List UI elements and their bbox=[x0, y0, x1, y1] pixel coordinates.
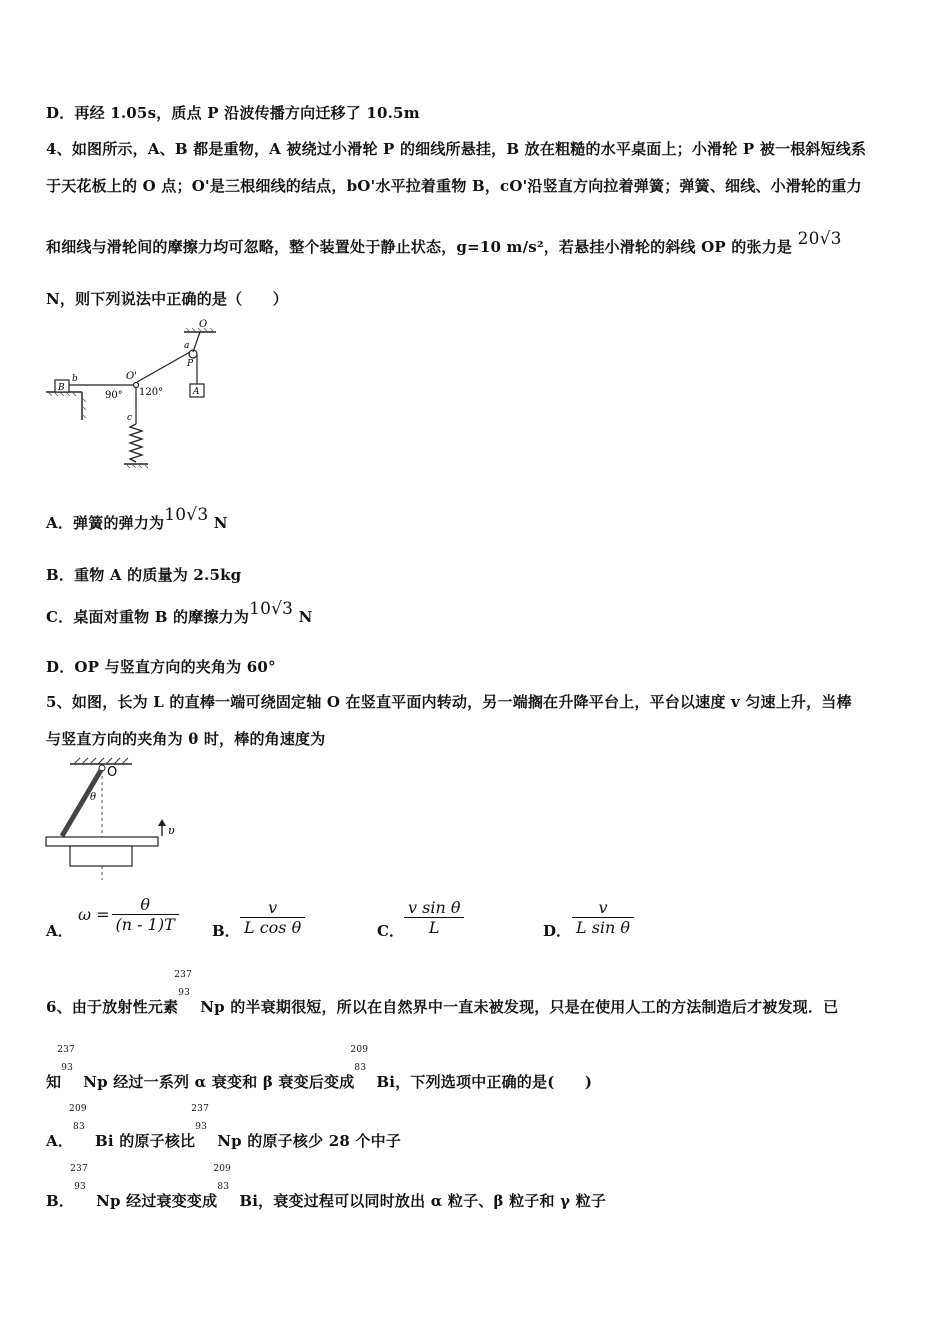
q6-line2-post: Bi，下列选项中正确的是( ) bbox=[376, 1073, 593, 1091]
q5-option-a bbox=[78, 895, 179, 934]
q6-opt-b-post: Bi，衰变过程可以同时放出 α 粒子、β 粒子和 γ 粒子 bbox=[239, 1192, 607, 1210]
q4-stem-line3-text: 和细线与滑轮间的摩擦力均可忽略，整个装置处于静止状态，g=10 m/s²，若悬挂小滑轮的斜线 OP 的张力是 bbox=[46, 238, 793, 256]
q6-opt-a-bi-z: 83 bbox=[73, 1122, 85, 1132]
q5-label-v: υ bbox=[168, 824, 175, 837]
q4-option-a-text: A．弹簧的弹力为 bbox=[46, 514, 165, 532]
q6-np-isotope-2 bbox=[57, 1045, 83, 1087]
q5-rod bbox=[62, 770, 101, 836]
q5-option-b-den: L cos θ bbox=[240, 917, 305, 937]
q4-stem-line2: 于天花板上的 O 点；O'是三根细线的结点，bO'水平拉着重物 B，cO'沿竖直方向拉着弹簧；弹簧、细线、小滑轮的重力 bbox=[46, 177, 862, 195]
q6-np-z: 93 bbox=[178, 988, 191, 998]
q5-option-c-frac bbox=[404, 898, 464, 937]
q5-option-c bbox=[404, 898, 464, 937]
q5-figure bbox=[44, 756, 184, 884]
q5-option-a-label: A． bbox=[46, 922, 73, 940]
q6-opt-a-bi bbox=[69, 1104, 95, 1146]
q3-option-d: D．再经 1.05s，质点 P 沿波传播方向迁移了 10.5m bbox=[46, 104, 420, 122]
q6-opt-a-bi-mass: 209 bbox=[69, 1104, 87, 1114]
q6-stem-line2 bbox=[46, 1045, 593, 1092]
q5-arrow-head bbox=[158, 819, 166, 826]
q4-stem-line1: 4、如图所示，A、B 都是重物，A 被绕过小滑轮 P 的细线所悬挂，B 放在粗糙的水平桌面上；小滑轮 P 被一根斜短线系 bbox=[46, 140, 867, 158]
q4-option-a-value: 10√3 bbox=[164, 505, 209, 525]
q4-option-a-unit: N bbox=[213, 514, 228, 532]
q5-stem-line1: 5、如图，长为 L 的直棒一端可绕固定轴 O 在竖直平面内转动，另一端搁在升降平台上，平台以速度 v 匀速上升，当棒 bbox=[46, 693, 852, 711]
q6-opt-a-pre: A． bbox=[46, 1132, 74, 1150]
q5-option-b bbox=[240, 898, 305, 937]
q5-label-theta: θ bbox=[90, 792, 97, 803]
q5-option-a-num: θ bbox=[140, 895, 150, 914]
q6-opt-a-np bbox=[191, 1104, 217, 1146]
q5-option-d bbox=[572, 898, 634, 937]
q6-opt-b-mid: Np 经过衰变变成 bbox=[96, 1192, 218, 1210]
q5-option-d-num: v bbox=[598, 898, 608, 917]
q6-np-mass-2: 237 bbox=[57, 1045, 75, 1055]
q4-stem-line4: N，则下列说法中正确的是（ ） bbox=[46, 290, 288, 308]
q6-line1-post: Np 的半衰期很短，所以在自然界中一直未被发现，只是在使用人工的方法制造后才被发现．已 bbox=[200, 998, 839, 1016]
q5-option-a-frac bbox=[112, 895, 179, 934]
label-o-prime: O' bbox=[126, 371, 137, 382]
line-o-prime-p bbox=[137, 352, 190, 382]
q5-stem-line2: 与竖直方向的夹角为 θ 时，棒的角速度为 bbox=[46, 730, 326, 748]
label-c: c bbox=[127, 413, 133, 423]
q5-ceiling-hatch bbox=[74, 758, 128, 764]
table-hatch bbox=[48, 392, 86, 418]
q6-opt-a-post: Np 的原子核少 28 个中子 bbox=[217, 1132, 401, 1150]
q4-figure bbox=[44, 316, 234, 476]
q5-option-c-den: L bbox=[404, 917, 464, 937]
q6-bi-isotope bbox=[350, 1045, 376, 1087]
q4-option-c bbox=[46, 599, 313, 627]
knot-o-prime bbox=[134, 383, 139, 388]
q6-opt-b-np bbox=[70, 1164, 96, 1206]
q4-option-c-unit: N bbox=[298, 608, 313, 626]
q5-platform bbox=[46, 837, 158, 846]
q6-np-mass: 237 bbox=[174, 970, 193, 980]
q6-option-b bbox=[46, 1164, 607, 1211]
q6-np-isotope bbox=[174, 970, 200, 1012]
q5-option-a-den: (n - 1)T bbox=[112, 914, 179, 934]
q4-stem-line3 bbox=[46, 229, 842, 257]
q5-option-b-label: B． bbox=[212, 922, 240, 940]
q4-option-b: B．重物 A 的质量为 2.5kg bbox=[46, 566, 242, 584]
q5-label-o: O bbox=[107, 765, 118, 780]
q6-opt-a-np-mass: 237 bbox=[191, 1104, 210, 1114]
label-weight-b: B bbox=[58, 383, 65, 393]
q6-opt-b-np-z: 93 bbox=[74, 1182, 86, 1192]
q6-opt-b-bi-mass: 209 bbox=[213, 1164, 232, 1174]
q6-line2-mid: Np 经过一系列 α 衰变和 β 衰变后变成 bbox=[83, 1073, 355, 1091]
q6-opt-a-np-z: 93 bbox=[195, 1122, 208, 1132]
q6-opt-b-bi-z: 83 bbox=[217, 1182, 230, 1192]
label-angle-90: 90° bbox=[105, 390, 123, 401]
q4-option-a bbox=[46, 505, 228, 533]
q6-np-z-2: 93 bbox=[61, 1063, 74, 1073]
q6-line1-pre: 6、由于放射性元素 bbox=[46, 998, 179, 1016]
q5-option-d-den: L sin θ bbox=[572, 917, 634, 937]
label-p: P bbox=[187, 359, 194, 369]
q5-option-b-frac bbox=[240, 898, 305, 937]
q4-option-d: D．OP 与竖直方向的夹角为 60° bbox=[46, 658, 276, 676]
q5-option-d-label: D． bbox=[543, 922, 572, 940]
q6-bi-z: 83 bbox=[354, 1063, 367, 1073]
q6-opt-b-np-mass: 237 bbox=[70, 1164, 88, 1174]
label-a: a bbox=[184, 341, 190, 351]
q5-option-b-num: v bbox=[268, 898, 278, 917]
q6-opt-b-bi bbox=[213, 1164, 239, 1206]
q5-option-d-frac bbox=[572, 898, 634, 937]
q6-opt-a-mid: Bi 的原子核比 bbox=[95, 1132, 196, 1150]
q4-option-c-value: 10√3 bbox=[249, 599, 294, 619]
label-weight-a: A bbox=[193, 387, 200, 397]
q5-option-c-num: v sin θ bbox=[408, 898, 461, 917]
q6-option-a bbox=[46, 1104, 401, 1151]
label-o: O bbox=[199, 319, 208, 330]
q5-platform-base bbox=[70, 846, 132, 866]
q6-stem-line1 bbox=[46, 970, 839, 1017]
q6-opt-b-pre: B． bbox=[46, 1192, 75, 1210]
q6-line2-pre: 知 bbox=[46, 1073, 62, 1091]
q5-option-c-label: C． bbox=[377, 922, 404, 940]
spring bbox=[130, 424, 142, 462]
q6-bi-mass: 209 bbox=[350, 1045, 369, 1055]
label-angle-120: 120° bbox=[139, 387, 164, 398]
label-b: b bbox=[72, 374, 78, 384]
q4-tension-value: 20√3 bbox=[797, 229, 842, 249]
q4-option-c-text: C．桌面对重物 B 的摩擦力为 bbox=[46, 608, 250, 626]
line-a bbox=[193, 332, 200, 352]
q5-option-a-lhs: ω = bbox=[78, 905, 110, 924]
